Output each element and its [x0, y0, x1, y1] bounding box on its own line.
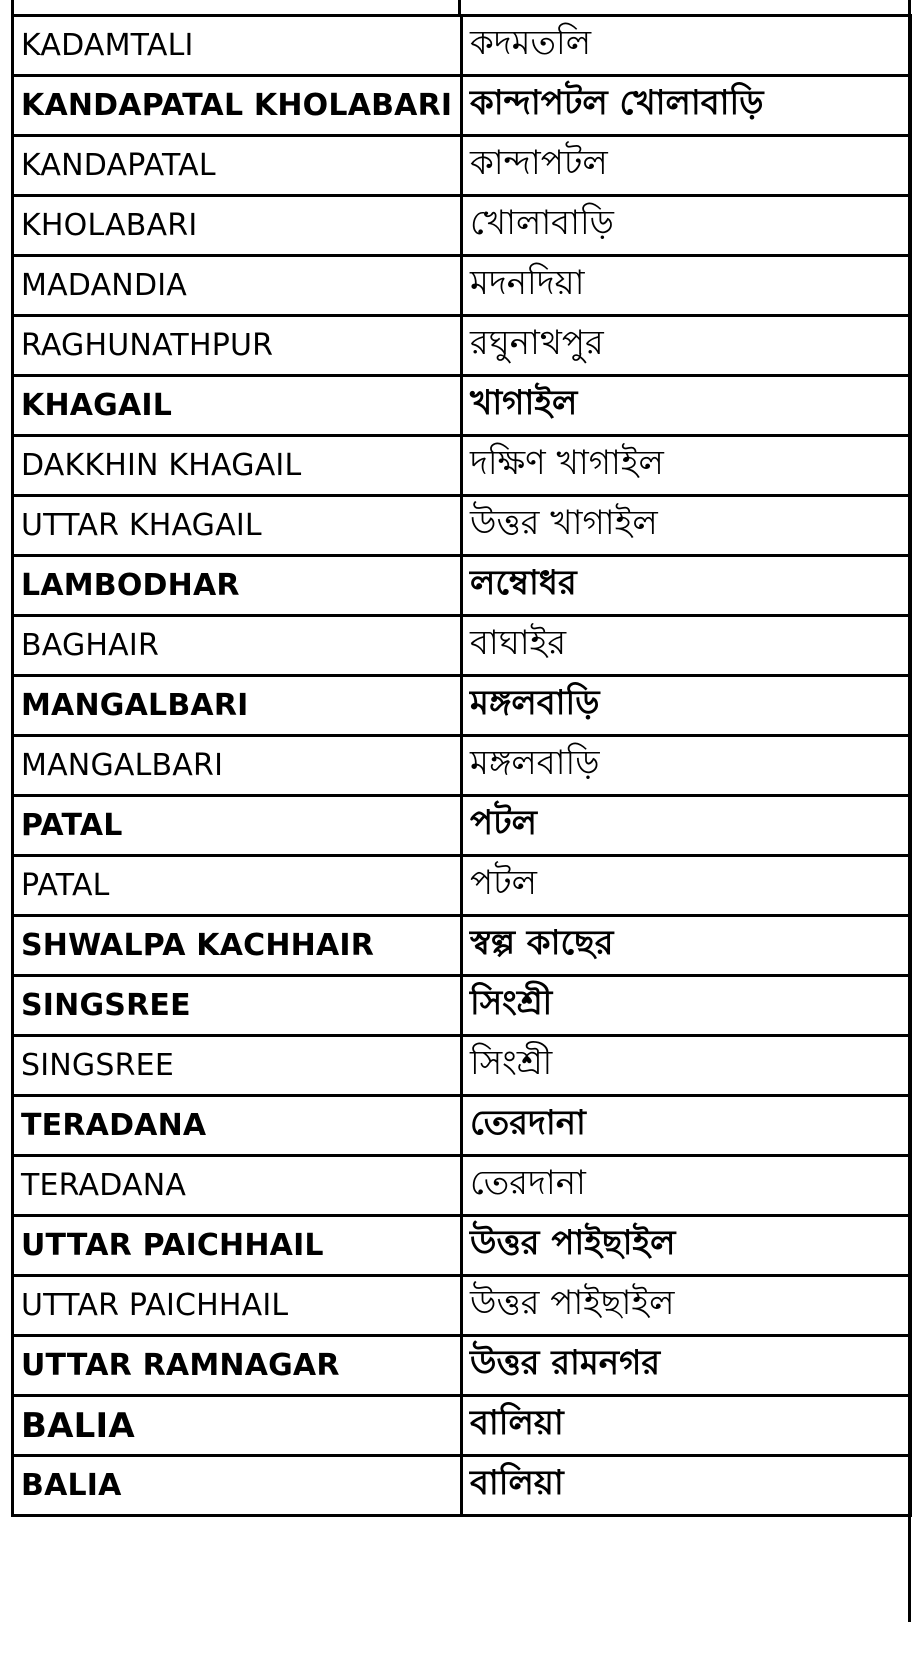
table-right-border	[908, 0, 911, 1622]
bengali-name-cell: উত্তর পাইছাইল	[462, 1276, 911, 1336]
bengali-name-cell: খাগাইল	[462, 376, 911, 436]
place-name-table	[11, 14, 912, 1517]
table-row	[13, 1096, 911, 1156]
table-row	[13, 196, 911, 256]
english-name-cell: DAKKHIN KHAGAIL	[13, 436, 462, 496]
english-name-cell: TERADANA	[13, 1156, 462, 1216]
bengali-name-cell: কান্দাপটল খোলাবাড়ি	[462, 76, 911, 136]
english-name-cell: MANGALBARI	[13, 676, 462, 736]
bengali-name-cell: উত্তর রামনগর	[462, 1336, 911, 1396]
table-row	[13, 1036, 911, 1096]
english-name-cell: BALIA	[13, 1456, 462, 1516]
bengali-name-cell: তেরদানা	[462, 1096, 911, 1156]
bengali-name-cell: খোলাবাড়ি	[462, 196, 911, 256]
bengali-name-cell: পটল	[462, 796, 911, 856]
bengali-name-cell: মঙ্গলবাড়ি	[462, 676, 911, 736]
table-row	[13, 1456, 911, 1516]
english-name-cell: UTTAR RAMNAGAR	[13, 1336, 462, 1396]
bengali-name-cell: মদনদিয়া	[462, 256, 911, 316]
english-name-cell: KHAGAIL	[13, 376, 462, 436]
table-row	[13, 1336, 911, 1396]
table-row	[13, 616, 911, 676]
table-row	[13, 796, 911, 856]
bengali-name-cell: মঙ্গলবাড়ি	[462, 736, 911, 796]
bengali-name-cell: তেরদানা	[462, 1156, 911, 1216]
bengali-name-cell: পটল	[462, 856, 911, 916]
table-row	[13, 76, 911, 136]
english-name-cell: SHWALPA KACHHAIR	[13, 916, 462, 976]
table-body	[13, 16, 911, 1516]
english-name-cell: UTTAR KHAGAIL	[13, 496, 462, 556]
table-mid-border-top	[458, 0, 461, 14]
table-left-border-top	[11, 0, 14, 14]
table-row	[13, 736, 911, 796]
table-row	[13, 1276, 911, 1336]
english-name-cell: KANDAPATAL KHOLABARI	[13, 76, 462, 136]
table-row	[13, 676, 911, 736]
english-name-cell: BAGHAIR	[13, 616, 462, 676]
table-row	[13, 136, 911, 196]
table-row	[13, 316, 911, 376]
english-name-cell: MANGALBARI	[13, 736, 462, 796]
table-row	[13, 856, 911, 916]
english-name-cell: TERADANA	[13, 1096, 462, 1156]
bengali-name-cell: সিংশ্রী	[462, 1036, 911, 1096]
english-name-cell: SINGSREE	[13, 976, 462, 1036]
bengali-name-cell: বালিয়া	[462, 1456, 911, 1516]
table-row	[13, 16, 911, 76]
table-row	[13, 256, 911, 316]
table-row	[13, 1216, 911, 1276]
bengali-name-cell: রঘুনাথপুর	[462, 316, 911, 376]
english-name-cell: UTTAR PAICHHAIL	[13, 1276, 462, 1336]
table-row	[13, 556, 911, 616]
table-row	[13, 376, 911, 436]
english-name-cell: MADANDIA	[13, 256, 462, 316]
table-row	[13, 1156, 911, 1216]
english-name-cell: LAMBODHAR	[13, 556, 462, 616]
bengali-name-cell: কদমতলি	[462, 16, 911, 76]
bengali-name-cell: উত্তর পাইছাইল	[462, 1216, 911, 1276]
english-name-cell: KANDAPATAL	[13, 136, 462, 196]
english-name-cell: KADAMTALI	[13, 16, 462, 76]
bengali-name-cell: উত্তর খাগাইল	[462, 496, 911, 556]
bengali-name-cell: সিংশ্রী	[462, 976, 911, 1036]
table-row	[13, 1396, 911, 1456]
english-name-cell: RAGHUNATHPUR	[13, 316, 462, 376]
english-name-cell: KHOLABARI	[13, 196, 462, 256]
table-row	[13, 976, 911, 1036]
bengali-name-cell: লম্বোধর	[462, 556, 911, 616]
table-row	[13, 496, 911, 556]
english-name-cell: SINGSREE	[13, 1036, 462, 1096]
english-name-cell: PATAL	[13, 796, 462, 856]
bengali-name-cell: দক্ষিণ খাগাইল	[462, 436, 911, 496]
table-row	[13, 916, 911, 976]
bengali-name-cell: বাঘাইর	[462, 616, 911, 676]
bengali-name-cell: কান্দাপটল	[462, 136, 911, 196]
english-name-cell: UTTAR PAICHHAIL	[13, 1216, 462, 1276]
bengali-name-cell: স্বল্প কাছের	[462, 916, 911, 976]
bengali-name-cell: বালিয়া	[462, 1396, 911, 1456]
table-row	[13, 436, 911, 496]
english-name-cell: BALIA	[13, 1396, 462, 1456]
english-name-cell: PATAL	[13, 856, 462, 916]
